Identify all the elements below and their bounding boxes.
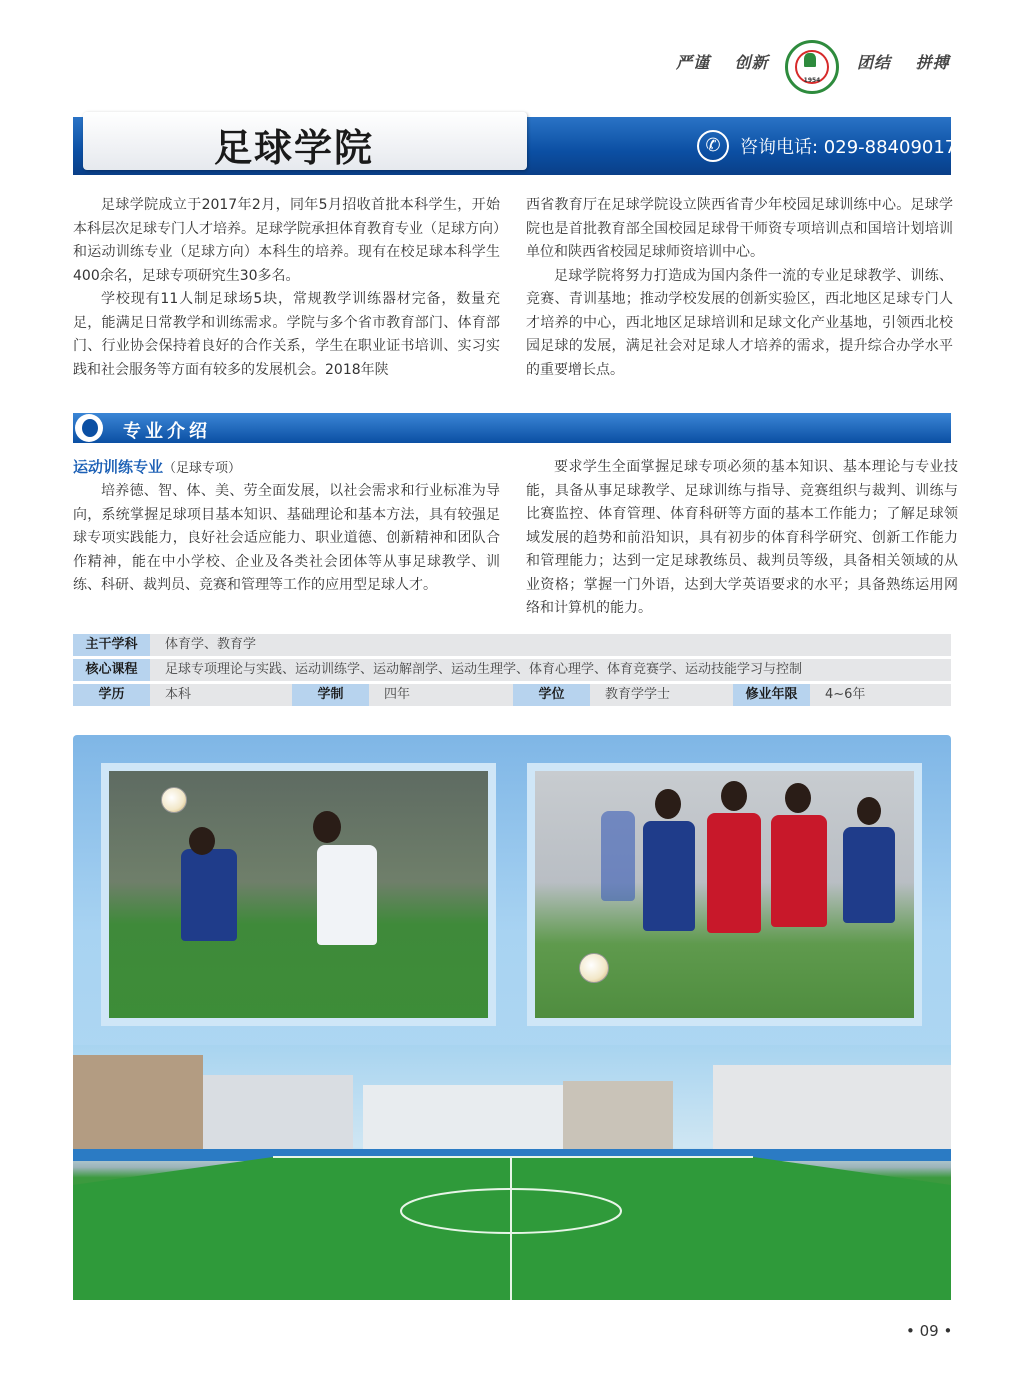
major-description-right (526, 456, 958, 621)
section-title: 专业介绍 (123, 421, 211, 442)
info-value: 足球专项理论与实践、运动训练学、运动解剖学、运动生理学、体育心理学、体育竞赛学、运动技能学习与控制 (165, 662, 803, 677)
intro-left-column (73, 194, 500, 382)
soccer-photo-2 (535, 771, 914, 1018)
info-label: 学制 (292, 684, 369, 706)
info-value: 4~6年 (825, 687, 866, 702)
major-title (73, 456, 241, 477)
major-name: 运动训练专业 (73, 458, 164, 476)
soccer-ball (161, 787, 187, 813)
info-value: 本科 (165, 687, 192, 702)
info-label: 学位 (513, 684, 590, 706)
info-label: 核心课程 (73, 659, 150, 681)
motto-left (676, 50, 787, 90)
intro-paragraph: 西省教育厅在足球学院设立陕西省青少年校园足球训练中心。足球学院也是首批教育部全国校园足球骨干师资专项培训点和国培计划培训单位和陕西省校园足球师资培训中心。 (526, 197, 953, 260)
intro-paragraph: 足球学院成立于2017年2月，同年5月招收首批本科学生，开始本科层次足球专门人才培养。足球学院承担体育教育专业（足球方向）和运动训练专业（足球方向）本科生的培养。现有在校足球本科学生400余名，足球专项研究生30多名。 (73, 197, 500, 284)
info-label: 学历 (73, 684, 150, 706)
player (317, 845, 377, 945)
player (843, 827, 895, 923)
player-head (785, 783, 811, 813)
university-logo (785, 40, 839, 94)
photo-frame-left (101, 763, 496, 1026)
major-subtitle: （足球专项） (163, 461, 242, 476)
info-label: 修业年限 (733, 684, 810, 706)
info-value: 四年 (384, 687, 411, 702)
phone-icon: ✆ (697, 130, 729, 162)
logo-year: 1954 (803, 77, 821, 84)
info-row-courses (73, 659, 951, 681)
player-head (857, 797, 881, 825)
player-head (313, 811, 341, 843)
player (181, 849, 237, 941)
stadium-illustration (73, 1045, 951, 1300)
building-right (713, 1065, 951, 1155)
motto-right (857, 50, 968, 90)
building (203, 1075, 353, 1155)
motto-word: 拼搏 (915, 53, 950, 72)
player-head (655, 789, 681, 819)
motto-word: 创新 (734, 53, 769, 72)
info-value: 体育学、教育学 (165, 637, 257, 652)
page-title: 足球学院 (214, 126, 375, 170)
major-paragraph: 培养德、智、体、美、劳全面发展，以社会需求和行业标准为导向，系统掌握足球项目基本知识、基础理论和基本方法，具有较强足球专项实践能力，良好社会适应能力、职业道德、创新精神和团队合作精神，能在中小学校、企业及各类社会团体等从事足球教学、训练、科研、裁判员、竞赛和管理等工作的应用型足球人才。 (73, 483, 500, 593)
player (707, 813, 761, 933)
player (601, 811, 635, 901)
info-row-degree (73, 684, 951, 706)
soccer-photo-1 (109, 771, 488, 1018)
building-center (363, 1085, 563, 1155)
intro-paragraph: 足球学院将努力打造成为国内条件一流的专业足球教学、训练、竞赛、青训基地；推动学校发展的创新实验区，西北地区足球专门人才培养的中心，西北地区足球培训和足球文化产业基地，引领西北校园足球的发展，满足社会对足球人才培养的需求，提升综合办学水平的重要增长点。 (526, 267, 953, 378)
page-number: • 09 • (906, 1322, 953, 1340)
motto-word: 团结 (857, 53, 892, 72)
photo-frame-right (527, 763, 922, 1026)
building-left (73, 1055, 203, 1155)
major-description-left (73, 480, 500, 598)
player-head (721, 781, 747, 811)
info-value: 教育学学士 (605, 687, 671, 702)
section-icon (73, 413, 105, 443)
logo-figure (804, 53, 816, 67)
info-label: 主干学科 (73, 634, 150, 656)
player (771, 815, 827, 927)
intro-right-column (526, 194, 953, 382)
major-paragraph: 要求学生全面掌握足球专项必须的基本知识、基本理论与专业技能，具备从事足球教学、足球训练与指导、竞赛组织与裁判、训练与比赛监控、体育管理、体育科研等方面的基本工作能力；了解足球领域发展的趋势和前沿知识，具有初步的体育科学研究、创新工作能力和管理能力；达到一定足球教练员、裁判员等级，具备相关领域的从业资格；掌握一门外语，达到大学英语要求的水平；具备熟练运用网络和计算机的能力。 (526, 459, 958, 616)
motto-word: 严谨 (676, 53, 711, 72)
phone-number: 咨询电话: 029-88409017 (740, 137, 957, 158)
soccer-ball (579, 953, 609, 983)
info-row-discipline (73, 634, 951, 656)
player-head (189, 827, 215, 855)
building (563, 1081, 673, 1155)
stadium-photo (73, 1045, 951, 1300)
intro-paragraph: 学校现有11人制足球场5块，常规教学训练器材完备，数量充足，能满足日常教学和训练需求。学院与多个省市教育部门、体育部门、行业协会保持着良好的合作关系，学生在职业证书培训、实习实践和社会服务等方面有较多的发展机会。2018年陕 (73, 291, 500, 378)
player (643, 821, 695, 931)
